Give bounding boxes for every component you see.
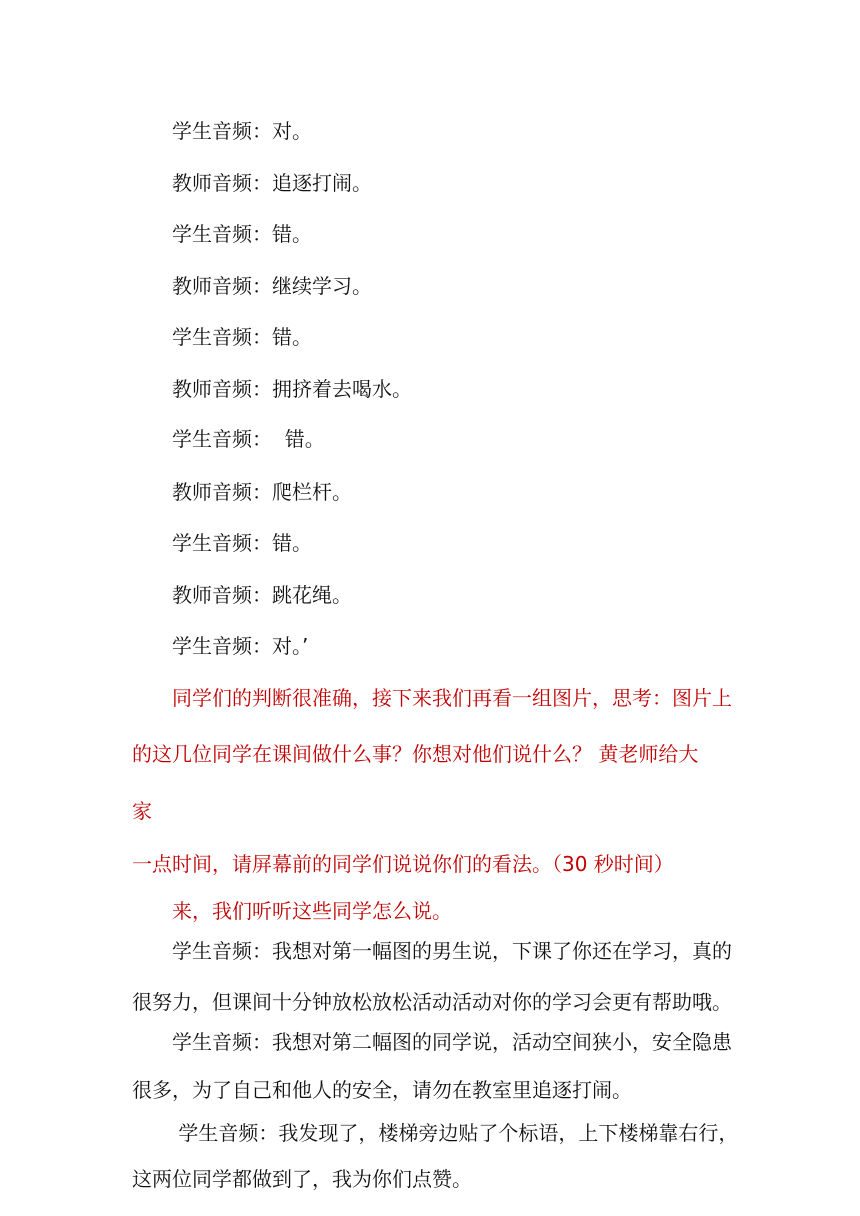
dialogue-line: 教师音频：追逐打闹。 — [172, 171, 372, 195]
dialogue-line: 教师音频：跳花绳。 — [172, 583, 352, 607]
student-response-line: 学生音频：我想对第二幅图的同学说，活动空间狭小，安全隐患 — [172, 1030, 732, 1054]
student-response-line: 这两位同学都做到了，我为你们点赞。 — [132, 1167, 472, 1191]
teacher-prompt-line: 同学们的判断很准确，接下来我们再看一组图片，思考：图片上 — [172, 686, 732, 710]
dialogue-line: 学生音频：对。’ — [172, 634, 309, 658]
student-response-line: 学生音频：我想对第一幅图的男生说，下课了你还在学习，真的 — [172, 939, 732, 963]
student-response-line: 很多，为了自己和他人的安全，请勿在教室里追逐打闹。 — [132, 1078, 632, 1102]
dialogue-line: 学生音频：对。 — [172, 119, 312, 143]
dialogue-line: 教师音频：拥挤着去喝水。 — [172, 377, 412, 401]
teacher-prompt-line: 一点时间，请屏幕前的同学们说说你们的看法。（30 秒时间） — [132, 852, 674, 876]
dialogue-line: 教师音频：爬栏杆。 — [172, 480, 352, 504]
dialogue-line: 学生音频：错。 — [172, 325, 312, 349]
student-response-line: 学生音频：我发现了，楼梯旁边贴了个标语，上下楼梯靠右行， — [172, 1121, 739, 1145]
dialogue-line: 学生音频： 错。 — [172, 427, 325, 451]
teacher-prompt-line: 家 — [132, 799, 152, 823]
teacher-prompt-line: 的这几位同学在课间做什么事？你想对他们说什么？ 黄老师给大 — [132, 742, 699, 766]
dialogue-line: 学生音频：错。 — [172, 531, 312, 555]
teacher-prompt-line: 来，我们听听这些同学怎么说。 — [172, 899, 452, 923]
dialogue-line: 学生音频：错。 — [172, 222, 312, 246]
dialogue-line: 教师音频：继续学习。 — [172, 274, 372, 298]
student-response-line: 很努力，但课间十分钟放松放松活动活动对你的学习会更有帮助哦。 — [132, 990, 732, 1014]
